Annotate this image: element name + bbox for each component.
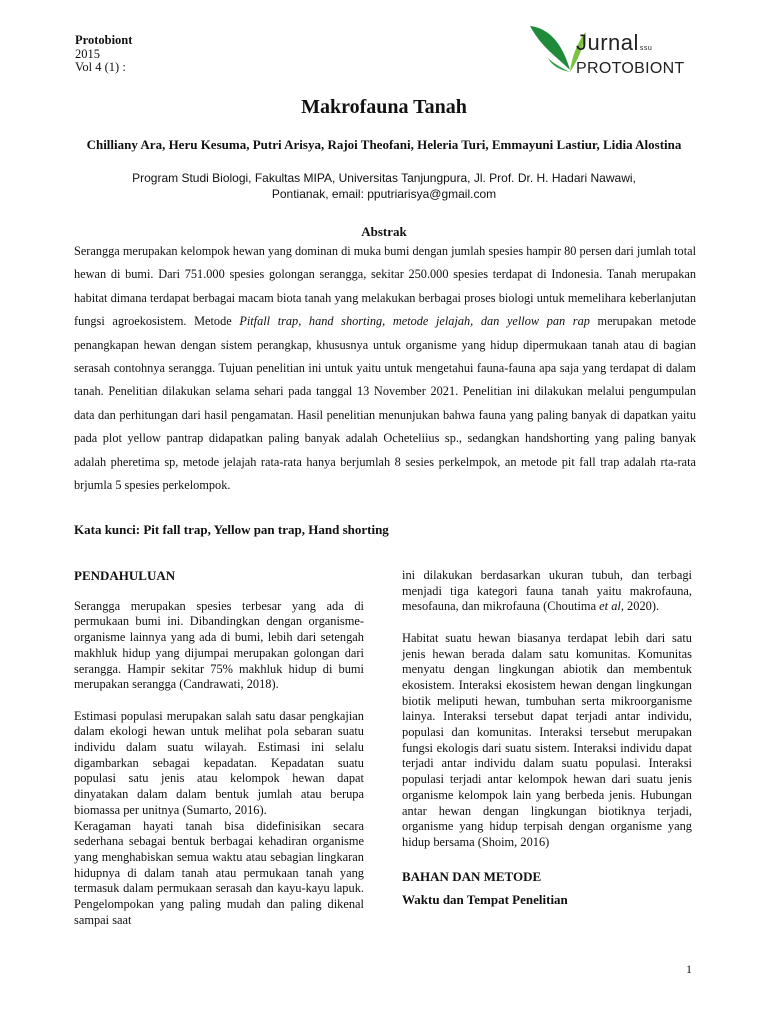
paragraph-text: ini dilakukan berdasarkan ukuran tubuh, dan terbagi menjadi tiga kategori fauna tanah yaitu makrofauna, mesofauna, dan mikrofauna (Choutima: [402, 568, 692, 614]
abstract-text-b: merupakan metode penangkapan hewan dengan sistem perangkap, khususnya untuk organisme yang hidup dipermukaan tanah atau di bagian serasah contohnya serangga. Tujuan penelitian ini untuk yaitu untuk mengetahui fauna-fauna apa saja yang terdapat di dalam tanah. Penelitian dilakukan selama sehari pada tanggal 13 November 2021. Penelitian ini dilakukan melalui pengumpulan data dan perhitungan dari hasil pengamatan. Hasil penelitian menunjukan bahwa fauna yang paling banyak di dapatkan yaitu pada plot yellow pantrap didapatkan paling banyak adalah Ocheteliius sp., sedangkan handshorting yang paling banyak adalah pheretima sp, metode jelajah rata-rata hanya berjumlah 8 sesies perkelmpok, an metode pit fall trap adalah rta-rata brjumla 5 spesies perkelompok.: [74, 314, 696, 493]
keywords: Kata kunci: Pit fall trap, Yellow pan trap, Hand shorting: [74, 522, 389, 537]
paragraph: Keragaman hayati tanah bisa didefinisikan secara sederhana sebagai bentuk berbagai kehadiran organisme yang menghabiskan semua waktu atau sebagian lingkaran hidupnya di dalam tanah atau permukaan tanah yang termasuk dalam permukaan serasah dan kayu-kayu lapuk. Pengelompokan yang paling mudah dan paling dikenal sampai saat: [74, 818, 364, 927]
abstract-heading: Abstrak: [361, 224, 407, 239]
journal-logo: [526, 20, 706, 82]
abstract-text-italic: Pitfall trap, hand shorting, metode jelajah, dan yellow pan rap: [239, 314, 590, 329]
section-heading-introduction: PENDAHULUAN: [74, 568, 176, 583]
citation-etal: et al: [599, 599, 621, 614]
paragraph: Habitat suatu hewan biasanya terdapat lebih dari satu jenis hewan berada dalam satu komunitas. Komunitas menyatu dengan lingkungan abiotik dan membentuk ekosistem. Interaksi ekosistem hewan dengan lingkungan biotik meliputi hewan, tumbuhan serta mikroorganisme lainya. Interaksi tersebut dapat terjadi antar individu, populasi dan komunitas. Interaksi tersebut merupakan fungsi ekologis dari suatu sistem. Interaksi individu dapat terjadi antar individu dalam suatu populasi. Interaksi populasi terjadi antar kelompok hewan dari suatu jenis organisme kelompok lain yang berbeda jenis. Hubungan antar hewan dengan lingkungan biotiknya terjadi, organisme yang hidup terpisah dengan organisme yang hidup bersama (Shoim, 2016): [402, 630, 692, 849]
journal-name: Protobiont: [75, 33, 133, 47]
paragraph: Estimasi populasi merupakan salah satu dasar pengkajian dalam ekologi hewan untuk melihat pola sebaran suatu individu dalam suatu wilayah. Estimasi ini selalu digambarkan sebagai kepadatan. Kepadatan suatu populasi satu jenis atau kelompok hewan dapat dinyatakan dalam dalam bentuk jumlah atau berupa biomassa per unitnya (Sumarto, 2016).: [74, 708, 364, 817]
paragraph: [402, 568, 692, 615]
left-column: [74, 568, 364, 928]
abstract-text-a: Serangga merupakan kelompok hewan yang dominan di muka bumi dengan jumlah spesies hampir 80 persen dari jumlah total hewan di bumi. Dari 751.000 spesies golongan serangga, sekitar 250.000 spesies terdapat di Indonesia. Tanah merupakan habitat dimana terdapat berbagai macam biota tanah yang melakukan berbagai proses biologi untuk memelihara keberlanjutan fungsi agroekosistem. Metode: [74, 244, 696, 329]
abstract-body: [74, 240, 696, 497]
right-column: [402, 568, 692, 908]
logo-text: [576, 32, 685, 77]
paper-title: Makrofauna Tanah: [301, 96, 467, 118]
logo-line2: PROTOBIONT: [576, 60, 685, 77]
page-number: 1: [686, 962, 692, 976]
paragraph-text: , 2020).: [620, 599, 660, 614]
affiliation: [70, 171, 698, 202]
subsection-heading: Waktu dan Tempat Penelitian: [402, 892, 568, 908]
affiliation-line-2: Pontianak, email: pputriarisya@gmail.com: [271, 186, 497, 201]
author-list: Chilliany Ara, Heru Kesuma, Putri Arisya, Rajoi Theofani, Heleria Turi, Emmayuni Lastiur, Lidia Alostina: [86, 137, 682, 152]
journal-meta: [75, 34, 132, 75]
paragraph: Serangga merupakan spesies terbesar yang ada di permukaan bumi ini. Dibandingkan dengan organisme-organisme lainnya yang ada di bumi, lebih dari setengah makhluk hidup yang dijumpai merupakan golongan dari serangga. Hampir sekitar 75% makhluk hidup di bumi merupakan serangga (Candrawati, 2018).: [74, 598, 364, 692]
logo-line1: Jurnal: [576, 30, 639, 55]
journal-volume: Vol 4 (1) :: [75, 60, 126, 74]
section-heading-methods: BAHAN DAN METODE: [402, 868, 542, 884]
journal-year: 2015: [75, 46, 100, 61]
affiliation-line-1: Program Studi Biologi, Fakultas MIPA, Universitas Tanjungpura, Jl. Prof. Dr. H. Hadari Nawawi,: [132, 171, 636, 185]
logo-mark: ssu: [639, 45, 653, 52]
